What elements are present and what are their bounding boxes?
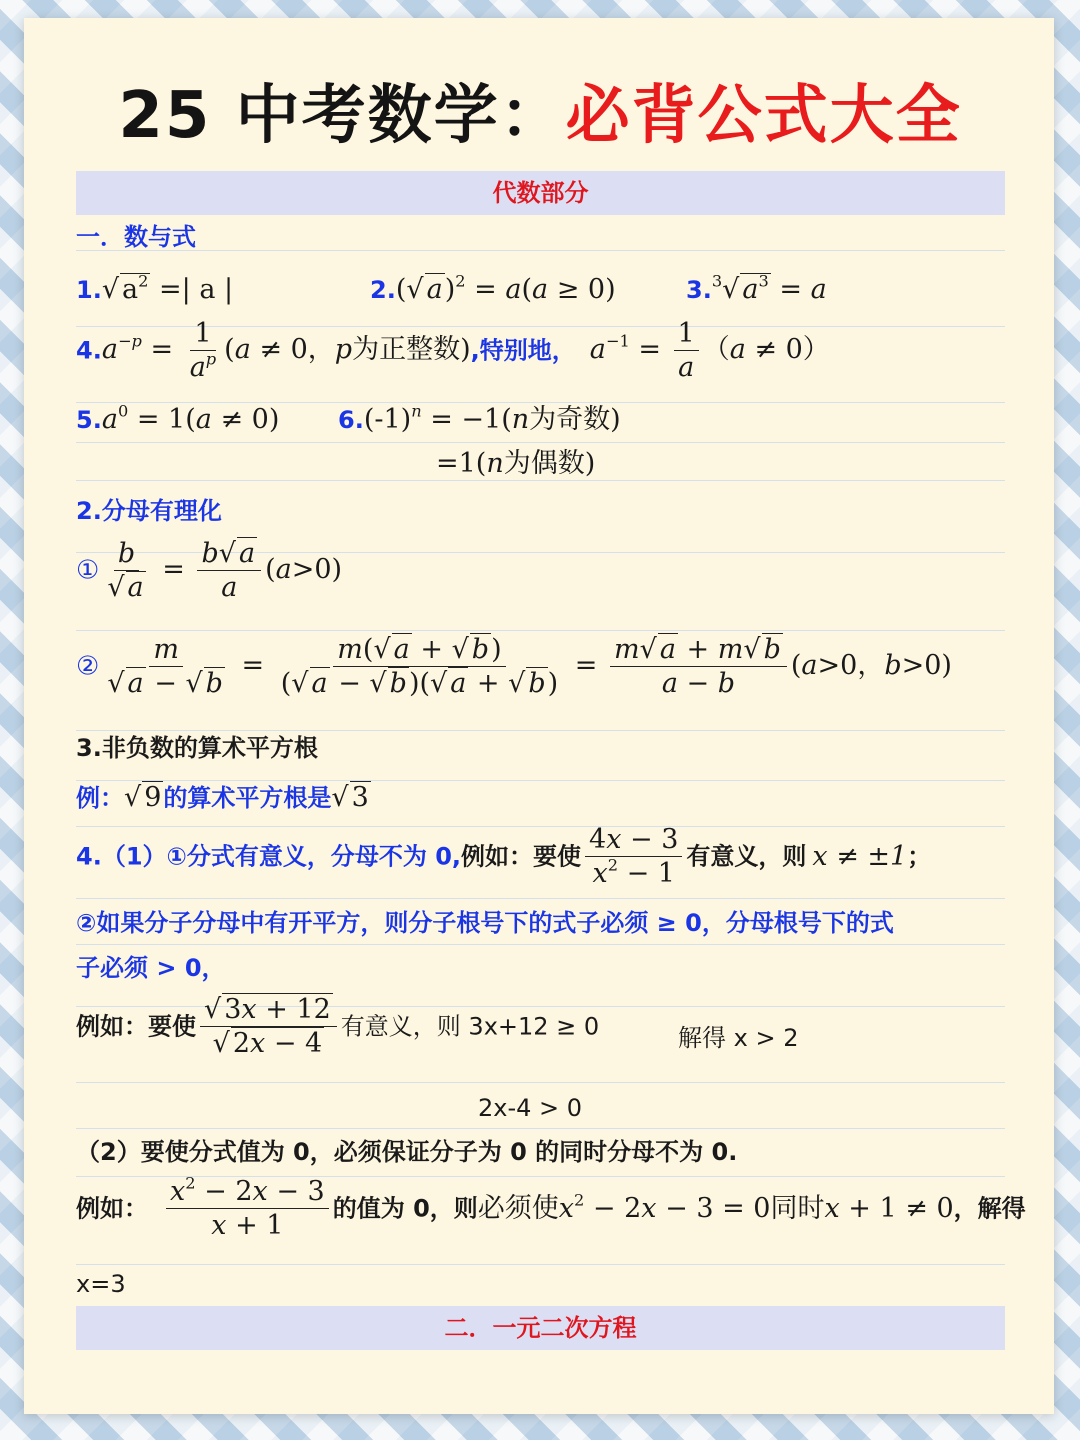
ruled-line xyxy=(76,480,1005,481)
rationalize-1 xyxy=(76,540,342,601)
rationalize-2-math: m √ a − √ b = $\frac{m(√ a + √ b)}{(√ a - √ b)(√ a + √ b)}$ = $\frac{m√ a + m√ b}{a - b}$ (a>0，b>0) xyxy=(99,650,952,681)
formula-4 xyxy=(76,320,830,381)
example-label: 例： xyxy=(76,784,124,812)
formula-1 xyxy=(76,271,234,305)
circle-2: ② xyxy=(76,651,100,682)
ruled-line xyxy=(76,630,1005,631)
formula-4-special: ,特别地， xyxy=(470,336,576,365)
ruled-line xyxy=(76,730,1005,731)
item-4-example-3 xyxy=(76,1173,1026,1241)
formula-5 xyxy=(76,401,280,435)
example-2-prefix: 例如：要使 xyxy=(76,1012,196,1041)
rationalize-1-math: b √ a = $\frac{b√ a}{a}$ (a>0) xyxy=(99,554,342,585)
ruled-line xyxy=(76,898,1005,899)
circle-1: ① xyxy=(76,555,100,586)
example-3-prefix: 例如： xyxy=(76,1194,148,1223)
item-4-condition: 4.（1）①分式有意义，分母不为 0, xyxy=(76,842,462,871)
item-4-semicolon: ； xyxy=(907,842,932,871)
item-4-meaningful: 有意义，则 xyxy=(686,842,807,871)
example-sqrt xyxy=(76,784,371,811)
item-4-line-1 xyxy=(76,826,931,887)
formula-3 xyxy=(686,271,827,305)
formula-number: 4. xyxy=(76,336,102,365)
heading-numbers-expressions: 一．数与式 xyxy=(76,223,196,251)
formula-number: 5. xyxy=(76,406,102,434)
example-3-equation: $x^2 - 2x - 3 = 0$同时x + 1 ≠ 0 xyxy=(558,1190,954,1224)
formula-6 xyxy=(338,401,621,435)
example-2-line-2: 2x-4 > 0 xyxy=(478,1094,583,1122)
formula-4-math: $a^{-p}$ = $\frac{1}{a^p}$ (a ≠ 0，p为正整数) xyxy=(101,318,471,383)
example-3-fraction: $\frac{x^2 - 2x - 3}{x + 1}$ xyxy=(162,1192,333,1223)
item-4-line-3: 子必须 > 0， xyxy=(76,954,226,982)
formula-4-special-math: $a^{-1}$ = $\frac{1}{a}$ （a ≠ 0） xyxy=(589,318,830,383)
item-4-example: 例如：要使 xyxy=(461,842,582,871)
formula-number: 1. xyxy=(76,276,102,304)
ruled-line xyxy=(76,1128,1005,1129)
item-4-example-2 xyxy=(76,996,599,1057)
rationalize-2 xyxy=(76,636,952,697)
formula-number: 6. xyxy=(338,406,364,434)
example-2-mid: 有意义，则 3x+12 ≥ 0 xyxy=(340,1012,600,1041)
title-black: 25 中考数学： xyxy=(118,79,566,153)
formula-2 xyxy=(370,271,616,305)
ruled-line xyxy=(76,442,1005,443)
example-3-must: 必须使 xyxy=(477,1193,559,1224)
example-3-tail: ，解得 xyxy=(953,1194,1026,1223)
formula-1-math: √ $a^2$ =| a | xyxy=(102,274,233,305)
item-4-line-2: ②如果分子分母中有开平方，则分子根号下的式子必须 ≥ 0，分母根号下的式 xyxy=(76,909,894,937)
section-band-quadratic: 二．一元二次方程 xyxy=(76,1306,1005,1350)
sqrt-9: √ 9 xyxy=(124,782,163,813)
title-red: 必背公式大全 xyxy=(565,79,962,153)
item-4-cond: x ≠ ±1 xyxy=(812,841,908,872)
heading-sqrt: 3.非负数的算术平方根 xyxy=(76,734,318,762)
formula-6-math: $(-1)^n = -1(n$为奇数) xyxy=(363,401,621,435)
example-3-result: x=3 xyxy=(76,1270,126,1298)
ruled-line xyxy=(76,402,1005,403)
page-title xyxy=(0,78,1080,155)
item-4-part-2: （2）要使分式值为 0，必须保证分子为 0 的同时分母不为 0. xyxy=(76,1138,738,1166)
ruled-line xyxy=(76,780,1005,781)
formula-2-math: (√ a)$^2$ = a(a ≥ 0) xyxy=(396,274,616,305)
ruled-line xyxy=(76,1264,1005,1265)
formula-5-math: $a^0 = 1(a \ne 0)$ xyxy=(101,401,280,435)
ruled-line xyxy=(76,944,1005,945)
formula-number: 3. xyxy=(686,276,712,304)
example-2-fraction: √ 3x + 12 √ 2x − 4 xyxy=(196,1010,341,1041)
formula-3-math: $^3$√ $a^3 = a$ xyxy=(712,274,827,305)
section-band-algebra: 代数部分 xyxy=(76,171,1005,215)
sqrt-3: √ 3 xyxy=(331,782,370,813)
ruled-line xyxy=(76,250,1005,251)
example-middle: 的算术平方根是 xyxy=(163,784,332,812)
formula-number: 2. xyxy=(370,276,396,304)
heading-rationalize: 2.分母有理化 xyxy=(76,497,222,525)
example-3-mid: 的值为 0，则 xyxy=(332,1194,478,1223)
item-4-fraction: $\frac{4x - 3}{x^2 - 1}$ xyxy=(581,840,686,871)
formula-6-even: =1(n为偶数) xyxy=(436,448,596,479)
example-2-solve: 解得 x > 2 xyxy=(678,1024,799,1052)
ruled-line xyxy=(76,1082,1005,1083)
